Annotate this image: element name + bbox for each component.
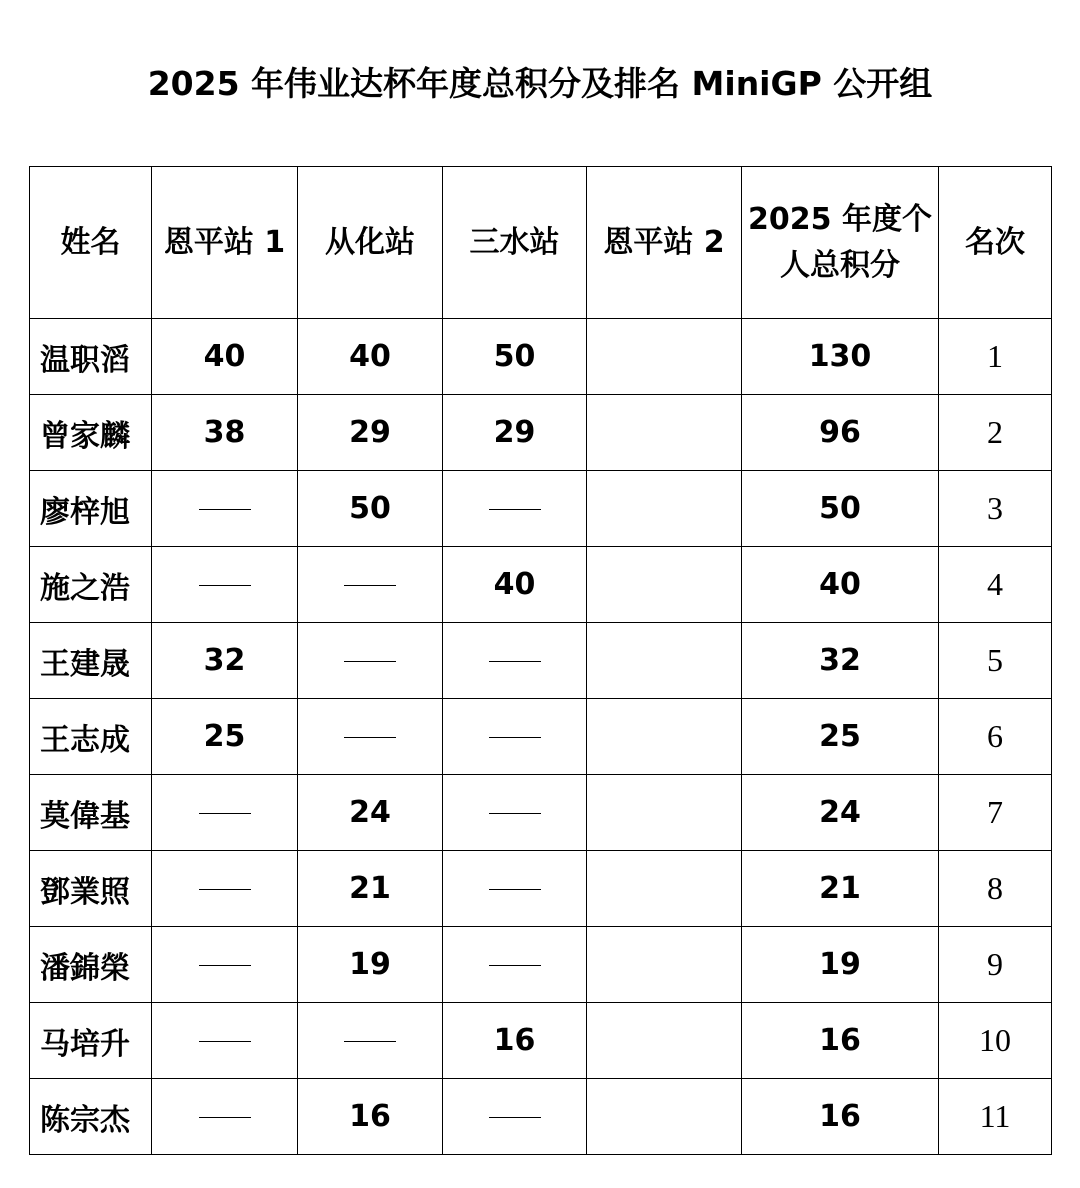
rank-cell: 8 (939, 851, 1052, 927)
table-row (30, 395, 1052, 471)
player-name-cell: 鄧業照 (30, 851, 152, 927)
total-score-cell: 32 (742, 623, 939, 699)
enping-1-score-cell: 25 (152, 699, 298, 775)
table-row (30, 851, 1052, 927)
no-score-dash (199, 889, 251, 890)
sanshui-score-cell: 29 (443, 395, 587, 471)
player-name-cell: 曾家麟 (30, 395, 152, 471)
header-enping-2: 恩平站 2 (587, 167, 742, 319)
player-name-cell: 王志成 (30, 699, 152, 775)
total-score-cell: 40 (742, 547, 939, 623)
enping-2-score-cell (587, 851, 742, 927)
no-score-dash (489, 737, 541, 738)
total-score-cell: 25 (742, 699, 939, 775)
enping-2-score-cell (587, 547, 742, 623)
no-score-dash (344, 585, 396, 586)
table-row (30, 319, 1052, 395)
enping-1-score-cell: 38 (152, 395, 298, 471)
table-row (30, 1079, 1052, 1155)
enping-1-score-cell (152, 1079, 298, 1155)
no-score-dash (199, 1041, 251, 1042)
no-score-dash (489, 509, 541, 510)
sanshui-score-cell (443, 623, 587, 699)
header-enping-1: 恩平站 1 (152, 167, 298, 319)
enping-1-score-cell (152, 927, 298, 1003)
no-score-dash (199, 585, 251, 586)
no-score-dash (344, 737, 396, 738)
sanshui-score-cell: 16 (443, 1003, 587, 1079)
enping-2-score-cell (587, 775, 742, 851)
player-name-cell: 马培升 (30, 1003, 152, 1079)
total-score-cell: 19 (742, 927, 939, 1003)
player-name-cell: 潘錦榮 (30, 927, 152, 1003)
rank-cell: 2 (939, 395, 1052, 471)
rank-cell: 3 (939, 471, 1052, 547)
table-row (30, 775, 1052, 851)
no-score-dash (199, 509, 251, 510)
enping-2-score-cell (587, 319, 742, 395)
conghua-score-cell: 21 (298, 851, 443, 927)
sanshui-score-cell (443, 927, 587, 1003)
conghua-score-cell: 19 (298, 927, 443, 1003)
table-row (30, 927, 1052, 1003)
rank-cell: 5 (939, 623, 1052, 699)
rank-cell: 1 (939, 319, 1052, 395)
total-score-cell: 130 (742, 319, 939, 395)
table-row (30, 1003, 1052, 1079)
sanshui-score-cell (443, 1079, 587, 1155)
total-score-cell: 21 (742, 851, 939, 927)
total-score-cell: 16 (742, 1003, 939, 1079)
total-score-cell: 16 (742, 1079, 939, 1155)
table-row (30, 623, 1052, 699)
table-row (30, 471, 1052, 547)
enping-1-score-cell (152, 471, 298, 547)
no-score-dash (489, 661, 541, 662)
enping-1-score-cell: 40 (152, 319, 298, 395)
conghua-score-cell (298, 699, 443, 775)
no-score-dash (344, 661, 396, 662)
header-total-line-1: 2025 年度个 (748, 201, 932, 237)
enping-2-score-cell (587, 699, 742, 775)
sanshui-score-cell: 50 (443, 319, 587, 395)
total-score-cell: 24 (742, 775, 939, 851)
conghua-score-cell: 24 (298, 775, 443, 851)
no-score-dash (199, 813, 251, 814)
standings-table (29, 166, 1052, 1155)
sanshui-score-cell: 40 (443, 547, 587, 623)
conghua-score-cell: 40 (298, 319, 443, 395)
table-row (30, 547, 1052, 623)
no-score-dash (199, 965, 251, 966)
header-rank: 名次 (939, 167, 1052, 319)
player-name-cell: 莫偉基 (30, 775, 152, 851)
no-score-dash (489, 813, 541, 814)
enping-1-score-cell: 32 (152, 623, 298, 699)
document-title: 2025 年伟业达杯年度总积分及排名 MiniGP 公开组 (147, 64, 933, 103)
conghua-score-cell (298, 623, 443, 699)
total-score-cell: 50 (742, 471, 939, 547)
no-score-dash (344, 1041, 396, 1042)
player-name-cell: 陈宗杰 (30, 1079, 152, 1155)
enping-1-score-cell (152, 851, 298, 927)
no-score-dash (199, 1117, 251, 1118)
conghua-score-cell (298, 1003, 443, 1079)
enping-2-score-cell (587, 471, 742, 547)
enping-2-score-cell (587, 1079, 742, 1155)
sanshui-score-cell (443, 775, 587, 851)
player-name-cell: 廖梓旭 (30, 471, 152, 547)
rank-cell: 4 (939, 547, 1052, 623)
no-score-dash (489, 1117, 541, 1118)
enping-1-score-cell (152, 1003, 298, 1079)
header-total (742, 167, 939, 319)
table-body (30, 319, 1052, 1155)
header-conghua: 从化站 (298, 167, 443, 319)
enping-2-score-cell (587, 1003, 742, 1079)
enping-2-score-cell (587, 927, 742, 1003)
table-row (30, 699, 1052, 775)
no-score-dash (489, 889, 541, 890)
header-name: 姓名 (30, 167, 152, 319)
enping-2-score-cell (587, 623, 742, 699)
rank-cell: 11 (939, 1079, 1052, 1155)
sanshui-score-cell (443, 851, 587, 927)
header-total-line-2: 人总积分 (780, 247, 900, 283)
enping-1-score-cell (152, 547, 298, 623)
player-name-cell: 施之浩 (30, 547, 152, 623)
conghua-score-cell: 50 (298, 471, 443, 547)
total-score-cell: 96 (742, 395, 939, 471)
sanshui-score-cell (443, 699, 587, 775)
rank-cell: 7 (939, 775, 1052, 851)
player-name-cell: 王建晟 (30, 623, 152, 699)
player-name-cell: 温职滔 (30, 319, 152, 395)
header-sanshui: 三水站 (443, 167, 587, 319)
rank-cell: 10 (939, 1003, 1052, 1079)
enping-1-score-cell (152, 775, 298, 851)
conghua-score-cell (298, 547, 443, 623)
rank-cell: 9 (939, 927, 1052, 1003)
header-row (30, 167, 1052, 319)
sanshui-score-cell (443, 471, 587, 547)
no-score-dash (489, 965, 541, 966)
rank-cell: 6 (939, 699, 1052, 775)
conghua-score-cell: 29 (298, 395, 443, 471)
enping-2-score-cell (587, 395, 742, 471)
conghua-score-cell: 16 (298, 1079, 443, 1155)
